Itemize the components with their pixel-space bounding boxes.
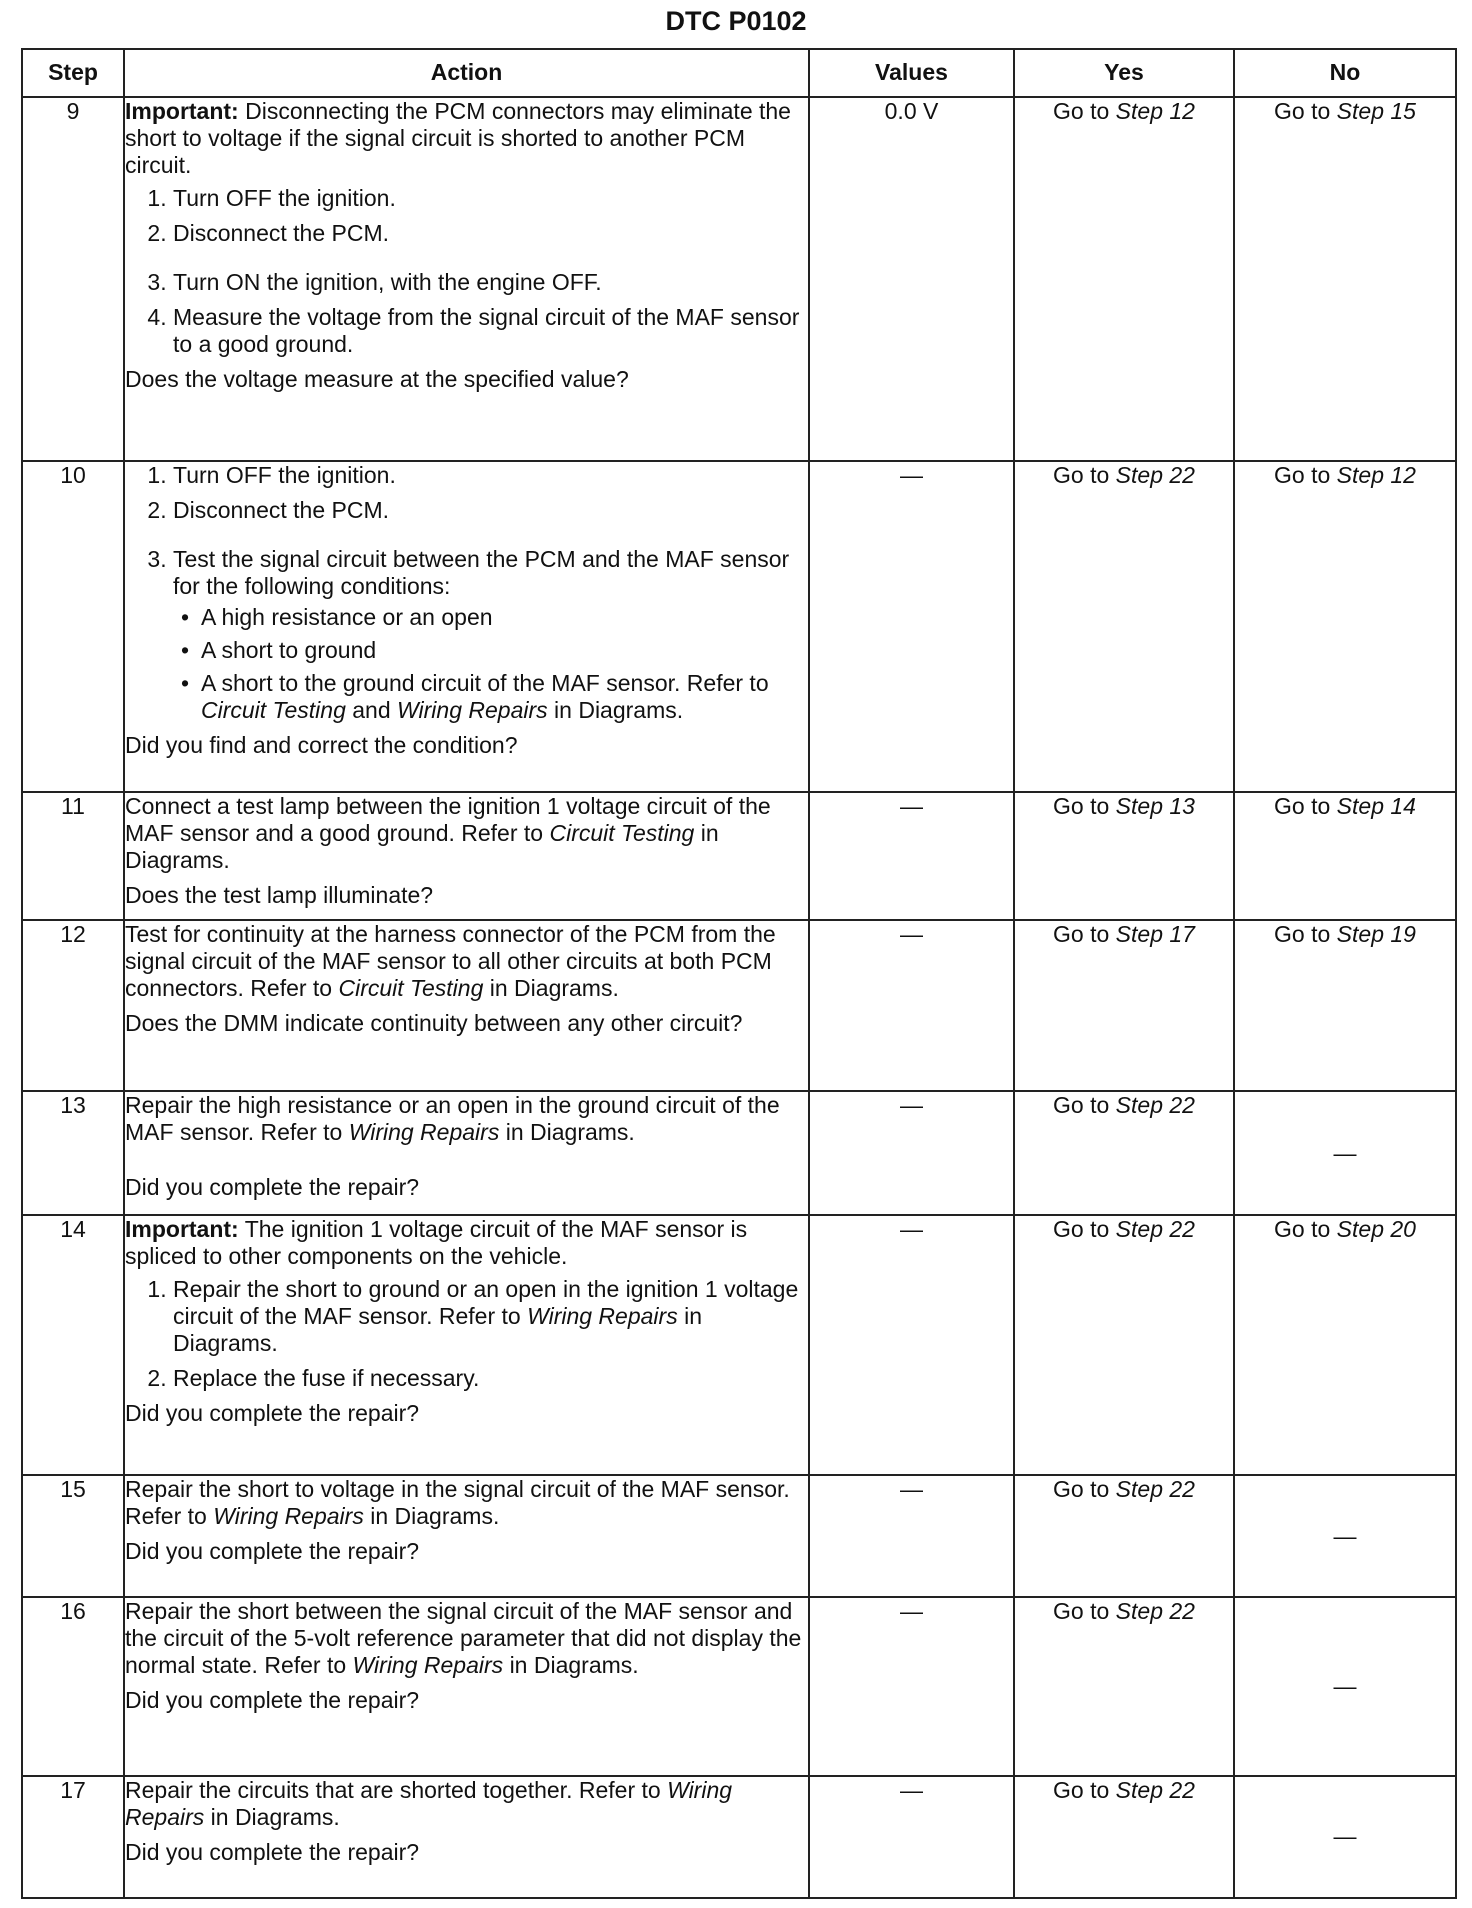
action-body: Test for continuity at the harness connector of the PCM from the signal circuit of the MAF sensor to all other circuits at both PCM connectors. Refer to [125,920,776,1001]
step-reference: Step 12 [1115,97,1195,124]
value-cell: — [809,1215,1014,1475]
no-cell: — [1234,1776,1456,1898]
step-number: 11 [22,792,124,920]
step-number: 15 [22,1475,124,1597]
important-note [125,98,808,179]
important-label: Important: [125,97,239,124]
value-cell: — [809,1776,1014,1898]
goto-text: Go to [1053,1598,1110,1625]
no-cell [1234,1215,1456,1475]
no-cell: — [1234,1091,1456,1215]
goto-text: Go to [1274,920,1331,947]
value-cell: — [809,792,1014,920]
no-cell [1234,920,1456,1091]
step-reference: Step 22 [1115,1598,1195,1625]
step-reference: Step 14 [1336,793,1416,820]
step-reference: Step 17 [1115,920,1195,947]
no-cell [1234,792,1456,920]
table-row [22,461,1456,792]
goto-text: Go to [1274,462,1331,489]
doc-reference: Wiring Repairs [125,1776,733,1830]
yes-cell [1014,1475,1234,1597]
action-text [125,1092,808,1146]
refer-text: and [352,697,391,724]
action-text [125,1476,808,1530]
action-body: Connect a test lamp between the ignition 1 voltage circuit of the MAF sensor and a good ground. Refer to [125,793,771,847]
no-cell [1234,461,1456,792]
refer-text: in Diagrams. [370,1502,500,1529]
action-step: 2. Disconnect the PCM. [173,497,808,524]
header-step: Step [22,49,124,97]
step-reference: Step 22 [1115,1776,1195,1803]
yes-cell [1014,1091,1234,1215]
action-cell [124,920,809,1091]
action-step-text: Repair the short to ground or an open in the ignition 1 voltage circuit of the MAF sensor. Refer to [173,1276,799,1330]
goto-text: Go to [1274,97,1331,124]
doc-reference: Wiring Repairs [348,1118,500,1145]
action-step: 3. Turn ON the ignition, with the engine OFF. [173,269,808,296]
doc-reference: Wiring Repairs [352,1652,504,1679]
goto-text: Go to [1053,1475,1110,1502]
step-number: 13 [22,1091,124,1215]
refer-text: in Diagrams. [489,974,619,1001]
step-number: 17 [22,1776,124,1898]
doc-reference: Wiring Repairs [527,1303,678,1330]
goto-text: Go to [1053,793,1110,820]
action-step-text: Test the signal circuit between the PCM and the MAF sensor for the following conditions: [173,546,790,600]
action-step [173,1276,808,1357]
refer-text: in Diagrams. [505,1118,635,1145]
diagnostic-table [21,48,1457,1899]
doc-reference: Wiring Repairs [213,1502,364,1529]
important-label: Important: [125,1216,239,1243]
header-no: No [1234,49,1456,97]
yes-cell [1014,97,1234,462]
step-reference: Step 22 [1115,1475,1195,1502]
yes-cell [1014,1215,1234,1475]
action-body: Repair the high resistance or an open in the ground circuit of the MAF sensor. Refer to [125,1091,780,1145]
value-cell: — [809,1597,1014,1776]
page-title: DTC P0102 [665,6,807,36]
table-row [22,1776,1456,1898]
action-body: Repair the short between the signal circuit of the MAF sensor and the circuit of the 5-volt reference parameter that did not display the normal state. Refer to [125,1598,802,1679]
action-question: Did you complete the repair? [125,1537,420,1564]
action-step: 1. Turn OFF the ignition. [173,185,808,212]
yes-cell [1014,1597,1234,1776]
action-cell [124,1776,809,1898]
action-step: 2. Replace the fuse if necessary. [173,1365,808,1392]
step-number: 12 [22,920,124,1091]
no-cell: — [1234,1475,1456,1597]
doc-reference: Circuit Testing [201,697,346,724]
action-cell [124,1215,809,1475]
table-row [22,1215,1456,1475]
step-number: 14 [22,1215,124,1475]
goto-text: Go to [1053,97,1110,124]
table-row [22,1091,1456,1215]
action-question: Does the voltage measure at the specified value? [125,365,629,392]
step-reference: Step 15 [1336,97,1416,124]
action-cell [124,97,809,462]
action-steps [125,462,808,724]
condition-item: • A high resistance or an open [201,604,808,631]
condition-text: A short to the ground circuit of the MAF sensor. [201,670,681,697]
action-text [125,793,808,874]
no-cell: — [1234,1597,1456,1776]
condition-list [173,604,808,724]
refer-text: in Diagrams. [125,820,719,874]
goto-text: Go to [1053,462,1110,489]
value-cell: 0.0 V [809,97,1014,462]
doc-reference: Circuit Testing [338,974,484,1001]
header-yes: Yes [1014,49,1234,97]
step-reference: Step 22 [1115,1216,1195,1243]
important-text: The ignition 1 voltage circuit of the MAF sensor is spliced to other components on the vehicle. [125,1216,748,1270]
step-reference: Step 12 [1336,462,1416,489]
step-reference: Step 13 [1115,793,1195,820]
table-row [22,792,1456,920]
refer-text: in Diagrams. [554,697,684,724]
value-cell: — [809,1475,1014,1597]
action-steps [125,1276,808,1392]
action-cell [124,1475,809,1597]
action-question: Did you complete the repair? [125,1400,420,1427]
action-step [173,546,808,724]
action-question: Does the DMM indicate continuity between any other circuit? [125,1009,743,1036]
action-body: Repair the short to voltage in the signal circuit of the MAF sensor. Refer to [125,1475,790,1529]
action-step: 1. Turn OFF the ignition. [173,462,808,489]
condition-item: • A short to ground [201,637,808,664]
header-action: Action [124,49,809,97]
goto-text: Go to [1053,920,1110,947]
goto-text: Go to [1274,1216,1331,1243]
yes-cell [1014,1776,1234,1898]
goto-text: Go to [1053,1091,1110,1118]
table-row [22,1597,1456,1776]
action-question: Did you complete the repair? [125,1687,420,1714]
action-step: 2. Disconnect the PCM. [173,220,808,247]
step-number: 16 [22,1597,124,1776]
step-reference: Step 20 [1336,1216,1416,1243]
table-row [22,1475,1456,1597]
yes-cell [1014,920,1234,1091]
goto-text: Go to [1053,1776,1110,1803]
action-cell [124,1597,809,1776]
action-text [125,1777,808,1831]
action-question: Did you find and correct the condition? [125,732,518,759]
refer-text: in Diagrams. [173,1303,702,1357]
action-cell [124,1091,809,1215]
step-number: 9 [22,97,124,462]
condition-item [201,670,808,724]
value-cell: — [809,1091,1014,1215]
step-reference: Step 19 [1336,920,1416,947]
refer-text: Refer to [686,670,769,697]
no-cell [1234,97,1456,462]
action-step: 4. Measure the voltage from the signal circuit of the MAF sensor to a good ground. [173,304,808,358]
doc-reference: Wiring Repairs [397,697,548,724]
important-note [125,1216,808,1270]
step-number: 10 [22,461,124,792]
step-reference: Step 22 [1115,1091,1195,1118]
action-body: Repair the circuits that are shorted together. Refer to [125,1776,661,1803]
action-text [125,1598,808,1679]
goto-text: Go to [1053,1216,1110,1243]
important-text: Disconnecting the PCM connectors may eliminate the short to voltage if the signal circuit is shorted to another PCM circuit. [125,97,791,178]
action-steps [125,185,808,358]
header-values: Values [809,49,1014,97]
value-cell: — [809,920,1014,1091]
yes-cell [1014,792,1234,920]
header-row [22,49,1456,97]
step-reference: Step 22 [1115,462,1195,489]
action-question: Did you complete the repair? [125,1838,420,1865]
action-question: Does the test lamp illuminate? [125,882,434,909]
action-text [125,921,808,1002]
refer-text: in Diagrams. [509,1652,639,1679]
refer-text: in Diagrams. [210,1803,340,1830]
action-question: Did you complete the repair? [125,1173,420,1200]
goto-text: Go to [1274,793,1331,820]
action-cell [124,461,809,792]
table-row [22,920,1456,1091]
table-row [22,97,1456,462]
action-cell [124,792,809,920]
yes-cell [1014,461,1234,792]
value-cell: — [809,461,1014,792]
doc-reference: Circuit Testing [549,820,695,847]
